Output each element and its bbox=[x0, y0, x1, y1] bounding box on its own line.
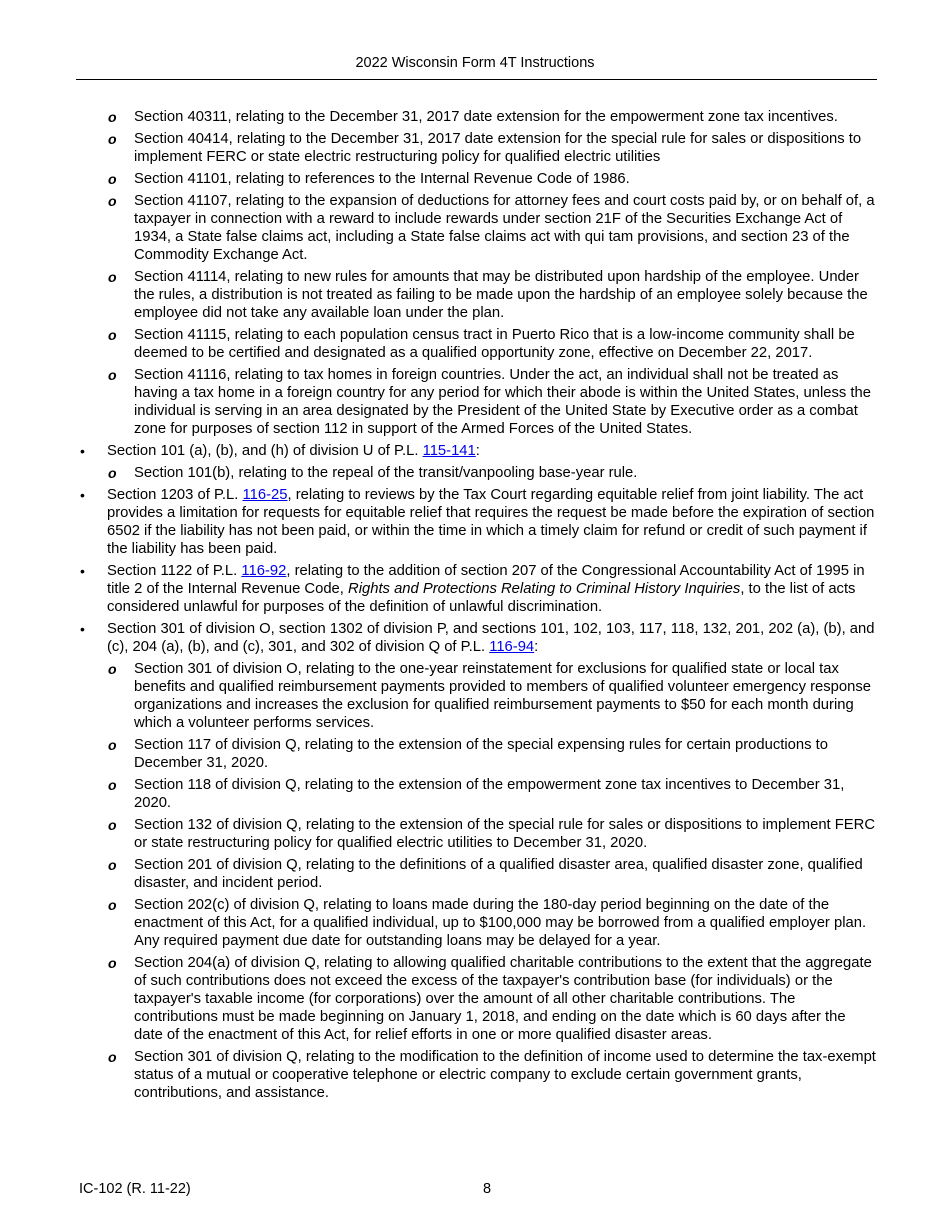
list-item bbox=[76, 660, 876, 732]
list-item-text: Section 202(c) of division Q, relating to loans made during the 180-day period beginning on the date of the enactment of this Act, for a qualified individual, up to $100,000 may be borrowed from a qualified employer plan. Any required payment due date for outstanding loans may be delayed for a year. bbox=[134, 897, 867, 949]
sub-bullet-marker: o bbox=[108, 857, 117, 873]
list-item bbox=[76, 856, 876, 892]
public-law-link-116-25[interactable]: 116-25 bbox=[242, 487, 288, 503]
sub-bullet-marker: o bbox=[108, 897, 117, 913]
list-item-text: Section 118 of division Q, relating to the extension of the empowerment zone tax incentives to December 31, 2020. bbox=[134, 777, 845, 811]
list-item bbox=[76, 170, 876, 188]
list-item bbox=[76, 776, 876, 812]
list-item-text: Section 301 of division O, section 1302 of division P, and sections 101, 102, 103, 117, 118, 132, 201, 202 (a), (b), and (c), 204 (a), (b), and (c), 301, and 302 of division Q of P.L. bbox=[107, 621, 875, 655]
list-item bbox=[76, 130, 876, 166]
form-id: IC-102 (R. 11-22) bbox=[79, 1181, 191, 1197]
list-item-text: Section 1122 of P.L. bbox=[107, 563, 242, 579]
act-title-italic: Rights and Protections Relating to Criminal History Inquiries bbox=[348, 581, 741, 597]
sub-bullet-marker: o bbox=[108, 367, 117, 383]
list-item bbox=[76, 108, 876, 126]
list-item-text: Section 117 of division Q, relating to the extension of the special expensing rules for certain productions to December 31, 2020. bbox=[134, 737, 828, 771]
list-item-text: : bbox=[534, 639, 539, 655]
public-law-link-116-94[interactable]: 116-94 bbox=[489, 639, 535, 655]
sub-bullet-marker: o bbox=[108, 269, 117, 285]
list-item-text: , to the list of acts considered unlawful for purposes of the definition of unlawful discrimination. bbox=[107, 581, 856, 615]
page-number: 8 bbox=[483, 1181, 492, 1197]
list-item-text: Section 301 of division Q, relating to the modification to the definition of income used to determine the tax-exempt status of a mutual or cooperative telephone or electric company to exclude certain government grants, contributions, and assistance. bbox=[134, 1049, 876, 1101]
list-item bbox=[76, 736, 876, 772]
sub-bullet-marker: o bbox=[108, 193, 117, 209]
sub-bullet-marker: o bbox=[108, 327, 117, 343]
list-item bbox=[76, 268, 876, 322]
list-item-text: , relating to the addition of section 207 of the Congressional Accountability Act of 1995 in title 2 of the Internal Revenue Code, bbox=[107, 563, 865, 597]
sub-bullet-marker: o bbox=[108, 1049, 117, 1065]
list-item-text: Section 201 of division Q, relating to the definitions of a qualified disaster area, qualified disaster zone, qualified disaster, and incident period. bbox=[134, 857, 863, 891]
list-item-text: Section 41116, relating to tax homes in foreign countries. Under the act, an individual shall not be treated as having a tax home in a foreign country for any period for which their abode is within the United States, unless the individual is serving in an area designated by the President of the United State by Executive order as a combat zone for purposes of section 112 in support of the Armed Forces of the United States. bbox=[134, 367, 871, 437]
public-law-link-116-92[interactable]: 116-92 bbox=[241, 563, 287, 579]
sub-bullet-marker: o bbox=[108, 955, 117, 971]
sub-bullet-marker: o bbox=[108, 817, 117, 833]
list-item bbox=[76, 486, 876, 558]
list-item bbox=[76, 442, 876, 460]
sub-bullet-marker: o bbox=[108, 465, 117, 481]
list-item-text: Section 41101, relating to references to the Internal Revenue Code of 1986. bbox=[134, 171, 630, 187]
sub-bullet-marker: o bbox=[108, 737, 117, 753]
list-item-text: Section 101 (a), (b), and (h) of division U of P.L. bbox=[107, 443, 423, 459]
list-item bbox=[76, 1048, 876, 1102]
list-item bbox=[76, 620, 876, 656]
list-item bbox=[76, 562, 876, 616]
list-item-text: Section 1203 of P.L. bbox=[107, 487, 243, 503]
list-item-text: Section 132 of division Q, relating to the extension of the special rule for sales or dispositions to implement FERC or state restructuring policy for qualified electric utilities to December 31, 2020. bbox=[134, 817, 876, 851]
list-item-text: Section 40311, relating to the December 31, 2017 date extension for the empowerment zone tax incentives. bbox=[134, 109, 838, 125]
list-item-text: Section 41114, relating to new rules for amounts that may be distributed upon hardship of the employee. Under the rules, a distribution is not treated as failing to be made upon the hardship of an employee solely because the employee did not take any available loan under the plan. bbox=[134, 269, 868, 321]
list-item-text: Section 301 of division O, relating to the one-year reinstatement for exclusions for qualified state or local tax benefits and qualified reimbursement payments provided to members of qualified volunteer emergency response organizations and increases the exclusion for qualified reimbursement payments to $50 for each month during which a volunteer performs services. bbox=[134, 661, 871, 731]
list-item bbox=[76, 366, 876, 438]
list-item bbox=[76, 192, 876, 264]
bullet-marker: • bbox=[80, 443, 85, 459]
list-item bbox=[76, 954, 876, 1044]
sub-bullet-marker: o bbox=[108, 109, 117, 125]
bullet-marker: • bbox=[80, 487, 85, 503]
list-item bbox=[76, 464, 876, 482]
list-item-text: Section 204(a) of division Q, relating to allowing qualified charitable contributions to the extent that the aggregate of such contributions does not exceed the excess of the taxpayer's contribution base (for individuals) or the taxpayer's taxable income (for corporations) over the amount of all other charitable contributions. The contributions must be made beginning on January 1, 2018, and ending on the date which is 60 days after the date of the enactment of this Act, for relief efforts in one or more qualified disaster areas. bbox=[134, 955, 872, 1043]
list-item-text: Section 101(b), relating to the repeal of the transit/vanpooling base-year rule. bbox=[134, 465, 638, 481]
list-item-text: Section 40414, relating to the December 31, 2017 date extension for the special rule for sales or dispositions to implement FERC or state electric restructuring policy for qualified electric utilities bbox=[134, 131, 862, 165]
sub-bullet-marker: o bbox=[108, 777, 117, 793]
header-divider bbox=[76, 79, 877, 80]
list-item bbox=[76, 326, 876, 362]
bullet-marker: • bbox=[80, 621, 85, 637]
sub-bullet-marker: o bbox=[108, 131, 117, 147]
list-item bbox=[76, 896, 876, 950]
public-law-link-115-141[interactable]: 115-141 bbox=[422, 443, 476, 459]
list-item-text: Section 41107, relating to the expansion of deductions for attorney fees and court costs paid by, or on behalf of, a taxpayer in connection with a reward to include rewards under section 21F of the Securities Exchange Act of 1934, a State false claims act, including a State false claims act with qui tam provisions, and section 23 of the Commodity Exchange Act. bbox=[134, 193, 875, 263]
sub-bullet-marker: o bbox=[108, 171, 117, 187]
document-body bbox=[76, 108, 876, 1106]
list-item-text: , relating to reviews by the Tax Court regarding equitable relief from joint liability. The act provides a limitation for requests for equitable relief that requires the request be made before the expiration of section 6502 if the liability has not been paid, or within the time in which a timely claim for refund or credit of such payment if the liability has been paid. bbox=[107, 487, 875, 557]
sub-bullet-marker: o bbox=[108, 661, 117, 677]
list-item bbox=[76, 816, 876, 852]
list-item-text: Section 41115, relating to each population census tract in Puerto Rico that is a low-income community shall be deemed to be certified and designated as a qualified opportunity zone, effective on December 22, 2017. bbox=[134, 327, 855, 361]
bullet-marker: • bbox=[80, 563, 85, 579]
page-header-title: 2022 Wisconsin Form 4T Instructions bbox=[355, 55, 595, 71]
list-item-text: : bbox=[475, 443, 480, 459]
